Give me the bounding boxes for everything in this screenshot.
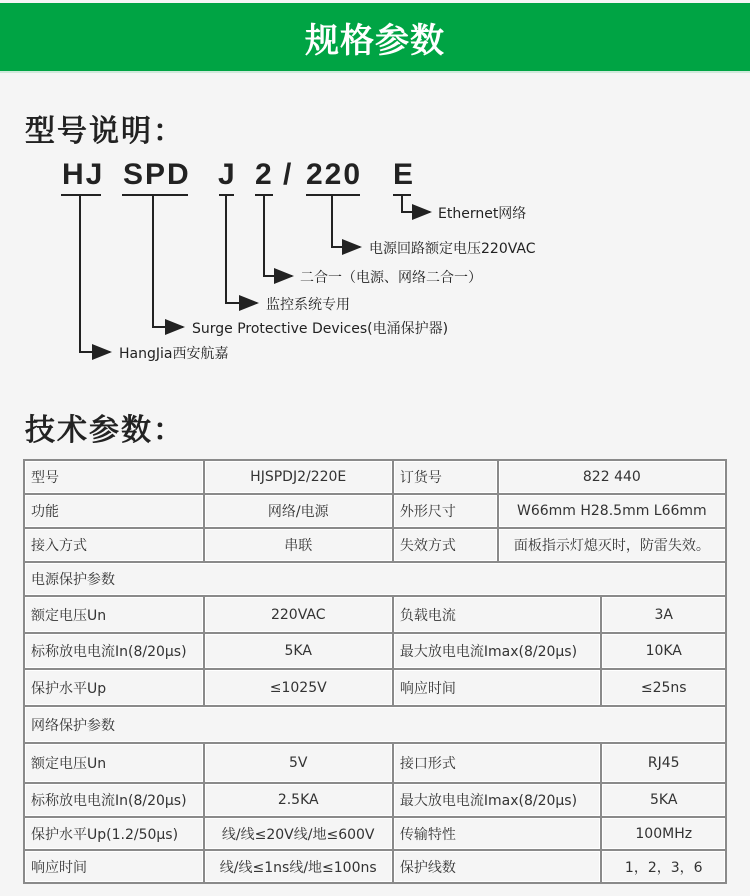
cell-label: 保护线数	[393, 850, 602, 883]
cell-label: 型号	[24, 460, 204, 494]
cell-value: ≤25ns	[601, 669, 726, 706]
table-row	[24, 743, 726, 783]
tech-section-title: 技术参数：	[25, 413, 185, 448]
cell-label: 保护水平Up	[24, 669, 204, 706]
table-group-row	[24, 562, 726, 596]
underline-j	[219, 194, 234, 196]
cell-value: 3A	[601, 596, 726, 633]
underline-spd	[122, 194, 188, 196]
desc-spd: Surge Protective Devices(电涌保护器)	[192, 321, 449, 337]
cell-value: RJ45	[601, 743, 726, 783]
cell-label: 接入方式	[24, 528, 204, 562]
cell-label: 标称放电电流In(8/20μs)	[24, 633, 204, 669]
cell-value: 面板指示灯熄灭时，防雷失效。	[498, 528, 726, 562]
spec-table	[23, 459, 727, 884]
cell-label: 外形尺寸	[393, 494, 498, 528]
cell-value: 线/线≤20V线/地≤600V	[204, 817, 393, 850]
desc-monitoring: 监控系统专用	[266, 297, 350, 313]
cell-label: 额定电压Un	[24, 596, 204, 633]
cell-value: 线/线≤1ns线/地≤100ns	[204, 850, 393, 883]
code-part-220: 220	[306, 158, 363, 191]
cell-value: 10KA	[601, 633, 726, 669]
cell-value: 5KA	[204, 633, 393, 669]
code-part-hj: HJ	[62, 158, 105, 191]
cell-label: 负载电流	[393, 596, 602, 633]
table-row	[24, 528, 726, 562]
code-part-slash: /	[283, 158, 294, 191]
cell-value: 220VAC	[204, 596, 393, 633]
cell-value: ≤1025V	[204, 669, 393, 706]
model-section-title: 型号说明：	[25, 114, 185, 149]
cell-label: 最大放电电流Imax(8/20μs)	[393, 783, 602, 817]
cell-value: HJSPDJ2/220E	[204, 460, 393, 494]
desc-voltage: 电源回路额定电压220VAC	[369, 241, 536, 257]
cell-label: 响应时间	[24, 850, 204, 883]
cell-label: 订货号	[393, 460, 498, 494]
cell-label: 失效方式	[393, 528, 498, 562]
code-part-spd: SPD	[123, 158, 191, 191]
table-row	[24, 817, 726, 850]
table-row	[24, 783, 726, 817]
cell-label: 响应时间	[393, 669, 602, 706]
desc-ethernet: Ethernet网络	[438, 206, 527, 222]
cell-value: 2.5KA	[204, 783, 393, 817]
code-part-e: E	[393, 158, 416, 191]
code-part-j: J	[218, 158, 237, 191]
cell-label: 额定电压Un	[24, 743, 204, 783]
header-banner	[0, 3, 750, 73]
desc-two-in-one: 二合一（电源、网络二合一）	[300, 270, 482, 286]
table-row	[24, 669, 726, 706]
cell-value: W66mm H28.5mm L66mm	[498, 494, 726, 528]
cell-value: 网络/电源	[204, 494, 393, 528]
cell-value: 822 440	[498, 460, 726, 494]
cell-label: 标称放电电流In(8/20μs)	[24, 783, 204, 817]
cell-label: 功能	[24, 494, 204, 528]
network-group-heading: 网络保护参数	[24, 706, 726, 743]
cell-label: 保护水平Up(1.2/50μs)	[24, 817, 204, 850]
table-row	[24, 850, 726, 883]
banner-title: 规格参数	[305, 20, 445, 61]
cell-value: 5V	[204, 743, 393, 783]
table-group-row	[24, 706, 726, 743]
desc-hangjia: HangJia西安航嘉	[119, 346, 229, 362]
cell-value: 串联	[204, 528, 393, 562]
cell-label: 接口形式	[393, 743, 602, 783]
table-row	[24, 494, 726, 528]
underline-e	[393, 194, 411, 196]
cell-label: 最大放电电流Imax(8/20μs)	[393, 633, 602, 669]
underline-220	[306, 194, 360, 196]
cell-value: 5KA	[601, 783, 726, 817]
cell-value: 1，2，3，6	[601, 850, 726, 883]
table-row	[24, 596, 726, 633]
power-group-heading: 电源保护参数	[24, 562, 726, 596]
code-part-2: 2	[255, 158, 274, 191]
cell-label: 传输特性	[393, 817, 602, 850]
cell-value: 100MHz	[601, 817, 726, 850]
table-row	[24, 460, 726, 494]
underline-2	[255, 194, 273, 196]
table-row	[24, 633, 726, 669]
underline-hj	[61, 194, 101, 196]
